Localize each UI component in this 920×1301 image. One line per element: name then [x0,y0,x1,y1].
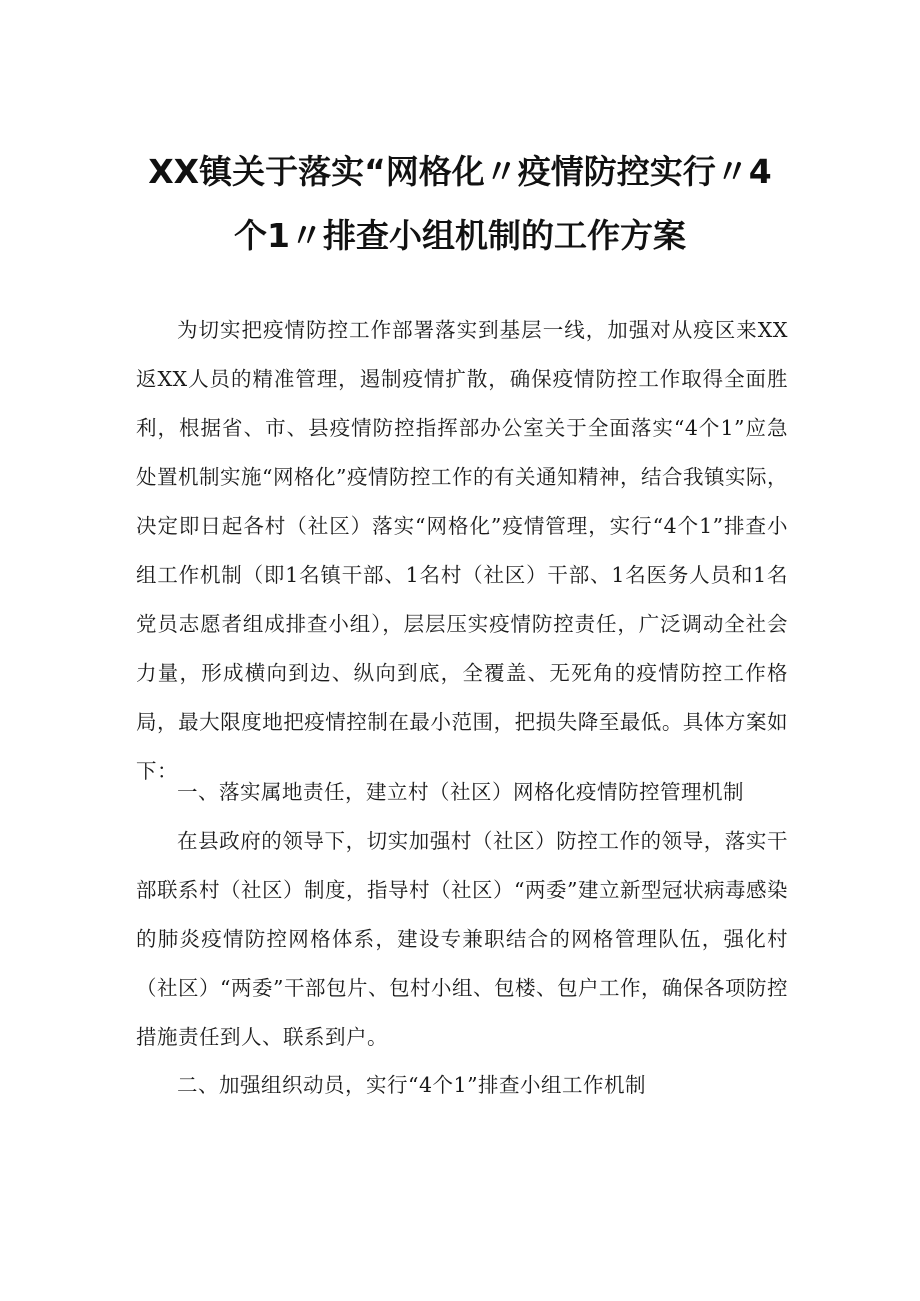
section-1-paragraph: 在县政府的领导下，切实加强村（社区）防控工作的领导，落实干部联系村（社区）制度，指导村（社区）“两委”建立新型冠状病毒感染的肺炎疫情防控网格体系，建设专兼职结合的网格管理队伍，强化村（社区）“两委”干部包片、包村小组、包楼、包户工作，确保各项防控措施责任到人、联系到户。 [136,829,788,1049]
document-title-line-2: 个1〃排查小组机制的工作方案 [234,216,686,255]
section-1-heading: 一、落实属地责任，建立村（社区）网格化疫情防控管理机制 [177,780,744,804]
intro-paragraph: 为切实把疫情防控工作部署落实到基层一线，加强对从疫区来XX返XX人员的精准管理，遏制疫情扩散，确保疫情防控工作取得全面胜利，根据省、市、县疫情防控指挥部办公室关于全面落实“4个1”应急处置机制实施“网格化”疫情防控工作的有关通知精神，结合我镇实际，决定即日起各村（社区）落实“网格化”疫情管理，实行“4个1”排查小组工作机制（即1名镇干部、1名村（社区）干部、1名医务人员和1名党员志愿者组成排查小组），层层压实疫情防控责任，广泛调动全社会力量，形成横向到边、纵向到底，全覆盖、无死角的疫情防控工作格局，最大限度地把疫情控制在最小范围，把损失降至最低。具体方案如下： [136,318,788,783]
section-2-heading: 二、加强组织动员，实行“4个1”排查小组工作机制 [177,1073,647,1097]
document-title-line-1: XX镇关于落实“网格化〃疫情防控实行〃4 [148,152,772,191]
